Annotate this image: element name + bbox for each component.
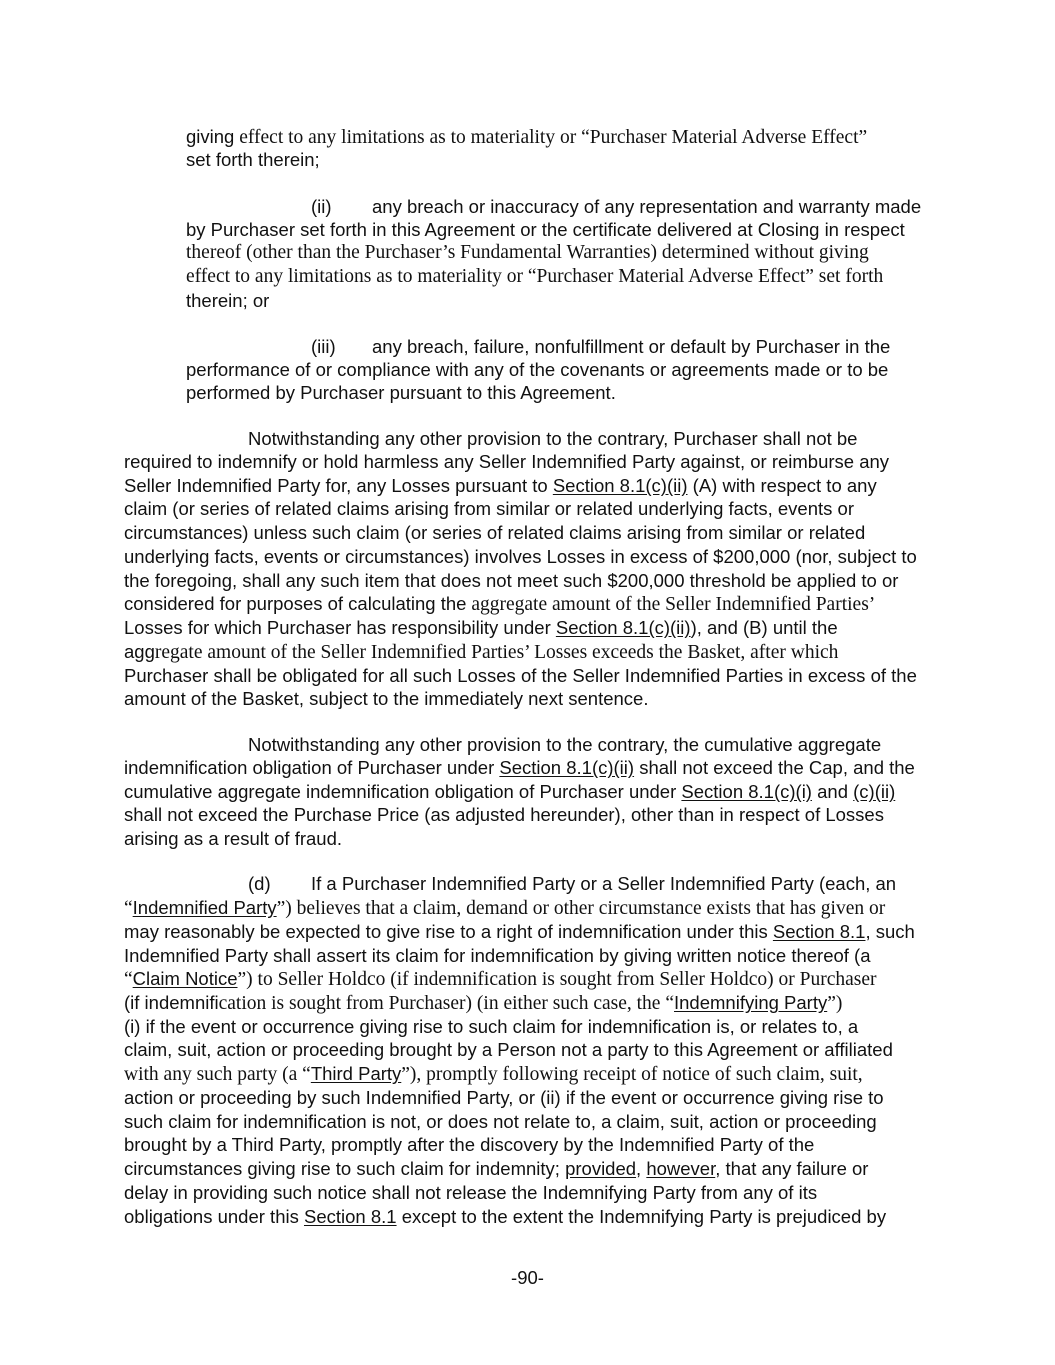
- text-run: with any such party (a “: [124, 1064, 311, 1085]
- section-reference: Section 8.1(c)(ii): [555, 617, 691, 638]
- cap-paragraph-line: Notwithstanding any other provision to the contrary, the cumulative aggregate: [248, 734, 882, 755]
- clause-iii-line: performed by Purchaser pursuant to this Agreement.: [186, 382, 616, 403]
- text-run: cumulative aggregate indemnification obligation of Purchaser under: [124, 781, 682, 802]
- cap-paragraph-line: arising as a result of fraud.: [124, 828, 342, 849]
- text-run: Losses for which Purchaser has responsibility under: [124, 617, 556, 638]
- text-run: ,: [636, 1158, 647, 1179]
- continued-clause-line: [186, 125, 867, 149]
- basket-paragraph-line: the foregoing, shall any such item that does not meet such $200,000 threshold be applied to or: [124, 570, 899, 591]
- text-run: shall not exceed the Cap, and the: [634, 757, 915, 778]
- clause-d-line: [124, 896, 885, 920]
- clause-number-d: (d): [248, 873, 271, 894]
- clause-iii-line: any breach, failure, nonfulfillment or default by Purchaser in the: [372, 336, 891, 357]
- section-reference: Section 8.1: [772, 921, 866, 942]
- text-run: ”), promptly following receipt of notice of such claim, suit,: [401, 1064, 863, 1085]
- clause-d-line: [124, 1062, 863, 1086]
- text-run: If: [311, 873, 322, 894]
- text-run: regate amount of the Seller Indemnified Parties’ Losses exceeds the Basket, after which: [154, 642, 839, 663]
- clause-number-iii: (iii): [311, 336, 336, 357]
- text-run: Seller Indemnified Party for, any Losses pursuant to: [124, 475, 553, 496]
- basket-paragraph-line: amount of the Basket, subject to the immediately next sentence.: [124, 688, 649, 709]
- clause-d-line: [124, 991, 842, 1015]
- basket-paragraph-line: [124, 592, 875, 616]
- defined-term: Indemnified Party: [132, 897, 277, 918]
- text-run: indemnification obligation of Purchaser under: [124, 757, 500, 778]
- basket-paragraph-line: underlying facts, events or circumstances) involves Losses in excess of $200,000 (nor, subject to: [124, 546, 917, 567]
- clause-number-ii: (ii): [311, 196, 332, 217]
- cap-paragraph-line: shall not exceed the Purchase Price (as adjusted hereunder), other than in respect of Losses: [124, 804, 884, 825]
- defined-term: Indemnifying Party: [674, 992, 828, 1013]
- clause-d-line: [124, 967, 877, 991]
- emphasis-term: provided: [565, 1158, 637, 1179]
- basket-paragraph-line: Notwithstanding any other provision to the contrary, Purchaser shall not be: [248, 428, 858, 449]
- text-run: and: [811, 781, 854, 802]
- basket-paragraph-line: [124, 616, 838, 640]
- clause-ii-line: by Purchaser set forth in this Agreement or the certificate delivered at Closing in respect: [186, 219, 905, 240]
- emphasis-term: however: [646, 1158, 716, 1179]
- section-reference: Section 8.1: [303, 1206, 397, 1227]
- text-run: aggregate amount of the Seller Indemnified Parties’: [466, 594, 876, 615]
- clause-d-line: [124, 920, 915, 944]
- text-run: circumstances giving rise to such claim for indemnity;: [124, 1158, 566, 1179]
- text-run: (if indemnifi: [124, 992, 219, 1013]
- text-run: agg: [124, 641, 155, 662]
- text-run: giving: [186, 126, 235, 147]
- clause-d-line: Indemnified Party shall assert its claim for indemnification by giving written notice thereof (a: [124, 945, 871, 966]
- clause-d-line: brought by a Third Party, promptly after the discovery by the Indemnified Party of the: [124, 1134, 815, 1155]
- clause-d-line: claim, suit, action or proceeding brought by a Person not a party to this Agreement or affiliated: [124, 1039, 893, 1060]
- text-run: , that any failure or: [715, 1158, 869, 1179]
- text-run: “: [124, 898, 133, 919]
- basket-paragraph-line: [124, 640, 838, 664]
- text-run: considered for purposes of calculating the: [124, 593, 467, 614]
- basket-paragraph-line: circumstances) unless such claim (or series of related claims arising from similar or related: [124, 522, 866, 543]
- clause-ii-line: therein; or: [186, 290, 270, 311]
- section-reference: Section 8.1(c)(ii): [552, 475, 688, 496]
- text-run: a Purchaser Indemnified Party or a Seller Indemnified Party (each, an: [321, 873, 897, 894]
- clause-d-line: action or proceeding by such Indemnified Party, or (ii) if the event or occurrence giving rise to: [124, 1087, 884, 1108]
- continued-clause-line: set forth therein;: [186, 149, 320, 170]
- defined-term: Claim Notice: [132, 968, 238, 989]
- text-run: (A) with respect to any: [687, 475, 877, 496]
- clause-d-line: delay in providing such notice shall not release the Indemnifying Party from any of its: [124, 1182, 818, 1203]
- clause-d-line: [311, 872, 896, 896]
- cap-paragraph-line: [124, 756, 915, 780]
- section-reference: (c)(ii): [853, 781, 896, 802]
- text-run: “: [124, 969, 133, 990]
- text-run: cation is sought from Purchaser) (in either such case, the “: [218, 993, 674, 1014]
- basket-paragraph-line: Purchaser shall be obligated for all such Losses of the Seller Indemnified Parties in excess of the: [124, 665, 917, 686]
- basket-paragraph-line: required to indemnify or hold harmless any Seller Indemnified Party against, or reimburse any: [124, 451, 890, 472]
- clause-iii-line: performance of or compliance with any of the covenants or agreements made or to be: [186, 359, 889, 380]
- basket-paragraph-line: [124, 474, 877, 498]
- page-number: -90-: [511, 1267, 544, 1288]
- section-reference: Section 8.1(c)(i): [681, 781, 812, 802]
- text-run: effect to any limitations as to materiality or “Purchaser Material Adverse Effect”: [234, 127, 868, 148]
- text-run: ”) believes that a claim, demand or other circumstance exists that has given or: [276, 898, 886, 919]
- section-reference: Section 8.1(c)(ii): [499, 757, 635, 778]
- text-run: may reasonably be expected to give rise to a right of indemnification under this: [124, 921, 773, 942]
- clause-d-line: [124, 1205, 886, 1229]
- cap-paragraph-line: [124, 780, 895, 804]
- text-run: ”) to Seller Holdco (if indemnification is sought from Seller Holdco) or Purchaser: [237, 969, 877, 990]
- clause-d-line: such claim for indemnification is not, or does not relate to, a claim, suit, action or proceeding: [124, 1111, 877, 1132]
- basket-paragraph-line: claim (or series of related claims arising from similar or related underlying facts, events or: [124, 498, 854, 519]
- clause-ii-line: effect to any limitations as to materiality or “Purchaser Material Adverse Effect” set forth: [186, 266, 884, 287]
- defined-term: Third Party: [310, 1063, 402, 1084]
- clause-ii-line: thereof (other than the Purchaser’s Fundamental Warranties) determined without giving: [186, 242, 869, 263]
- text-run: ”): [827, 993, 843, 1014]
- text-run: , such: [865, 921, 915, 942]
- clause-d-line: (i) if the event or occurrence giving rise to such claim for indemnification is, or relates to, a: [124, 1016, 859, 1037]
- clause-ii-line: any breach or inaccuracy of any representation and warranty made: [372, 196, 922, 217]
- clause-d-line: [124, 1157, 868, 1181]
- text-run: ), and (B) until the: [690, 617, 838, 638]
- text-run: obligations under this: [124, 1206, 304, 1227]
- text-run: except to the extent the Indemnifying Party is prejudiced by: [396, 1206, 887, 1227]
